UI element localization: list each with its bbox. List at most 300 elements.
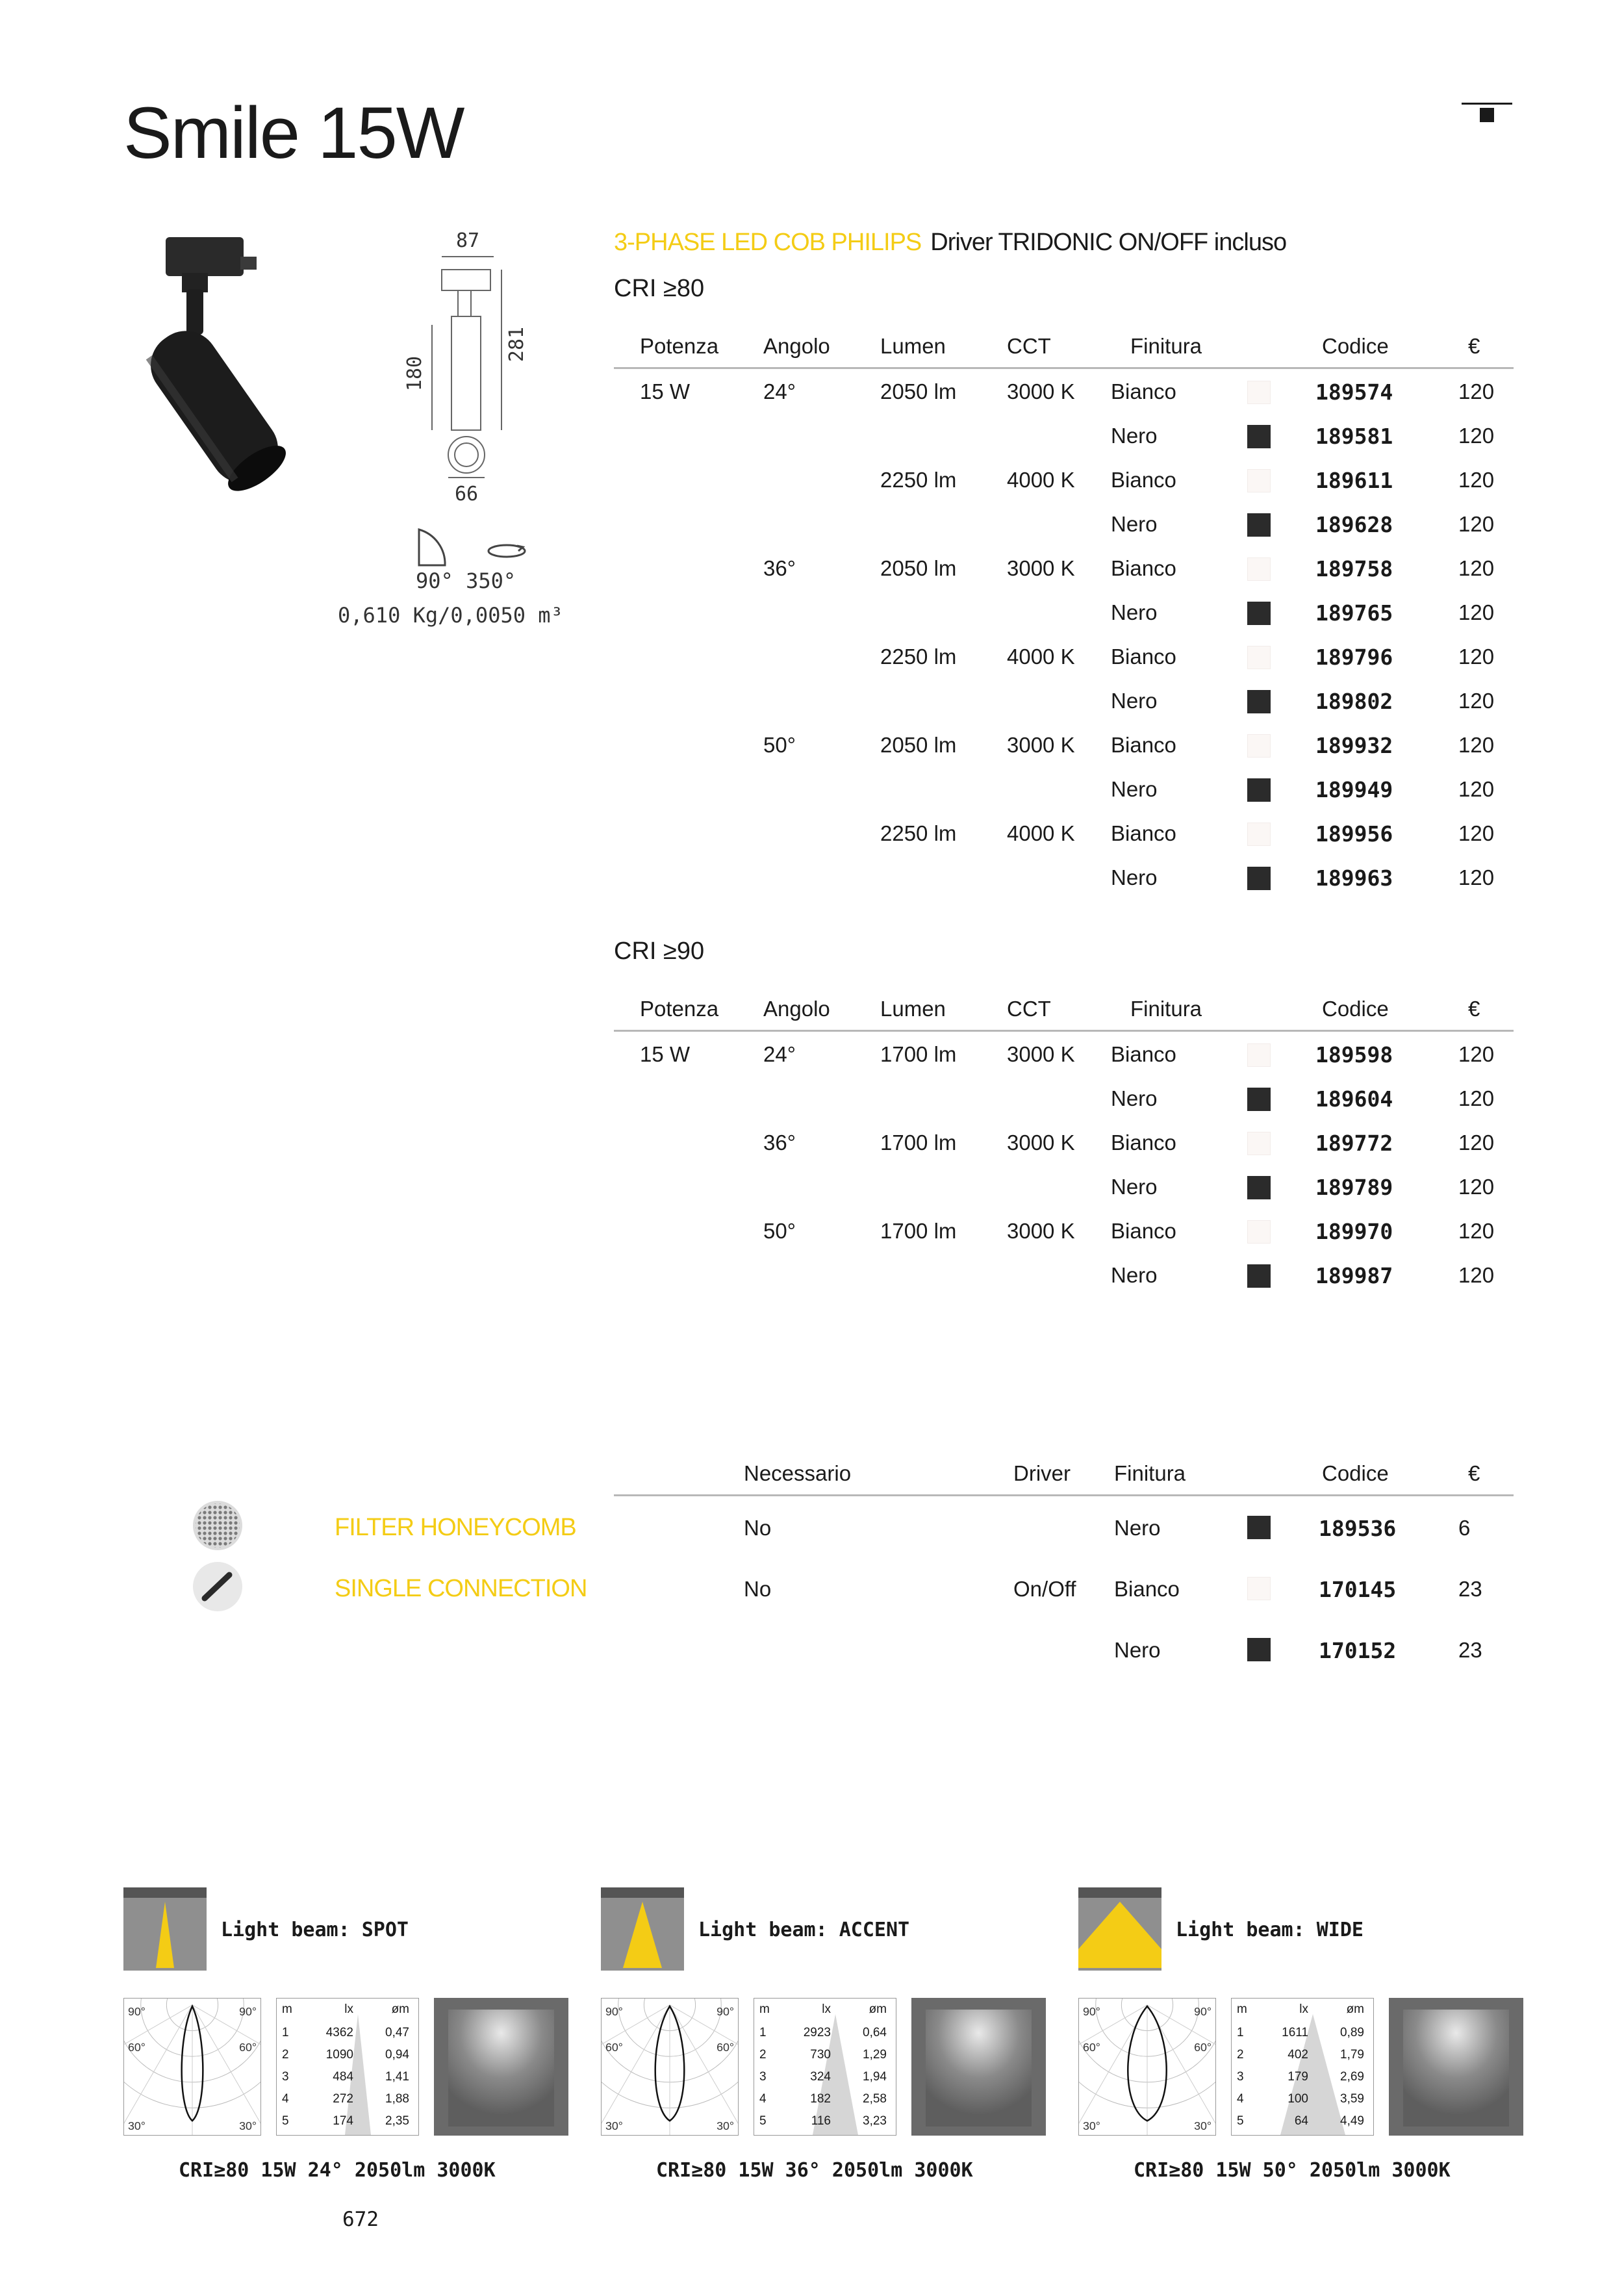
polar-label: 60° — [717, 2041, 735, 2054]
cell-finitura: Bianco — [1111, 556, 1176, 580]
cell-cct: 4000 K — [1007, 468, 1075, 492]
cell-finitura: Bianco — [1111, 1219, 1176, 1243]
cri80-table — [614, 325, 1514, 899]
polar-label: 30° — [605, 2119, 623, 2133]
render-graphic — [1389, 1998, 1523, 2136]
cell-potenza: 15 W — [640, 1042, 691, 1066]
lux-cell: 402 — [1288, 2048, 1308, 2062]
polar-spoke — [670, 2005, 739, 2128]
lux-cell: 1,79 — [1340, 2048, 1364, 2062]
lux-cell: 179 — [1288, 2070, 1308, 2084]
corner-mark-icon — [1462, 103, 1512, 129]
cell-finitura: Bianco — [1111, 1042, 1176, 1066]
cell-eur: 120 — [1458, 1042, 1495, 1066]
lux-cell: 182 — [810, 2092, 831, 2106]
lux-row — [754, 2110, 896, 2132]
cell-codice: 189802 — [1315, 689, 1393, 714]
cell-finitura: Nero — [1111, 424, 1158, 448]
cell-codice: 189628 — [1315, 512, 1393, 537]
cell-eur: 120 — [1458, 424, 1495, 448]
accessories-table — [614, 1452, 1514, 1680]
cell-cct: 3000 K — [1007, 379, 1075, 403]
render-niche — [926, 2010, 1032, 2127]
polar-label: 90° — [605, 2004, 623, 2018]
cell-cct: 3000 K — [1007, 1042, 1075, 1066]
lux-cell: 1,94 — [863, 2070, 887, 2084]
headline-driver: Driver TRIDONIC ON/OFF incluso — [930, 229, 1287, 256]
product-headline — [614, 229, 1286, 257]
render-niche — [1403, 2010, 1509, 2127]
cell-lumen: 2250 lm — [880, 468, 957, 492]
lux-cell: 730 — [810, 2048, 831, 2062]
dim-width: 87 — [455, 229, 480, 252]
table-row — [614, 1253, 1514, 1297]
lux-cell: 116 — [811, 2114, 831, 2128]
cell-eur: 120 — [1458, 379, 1495, 403]
finish-swatch-bianco — [1247, 469, 1271, 492]
cell-finitura: Bianco — [1111, 379, 1176, 403]
lux-cell: 3,23 — [863, 2114, 887, 2128]
accessory-name-single-connection: SINGLE CONNECTION — [335, 1575, 587, 1602]
finish-swatch-nero — [1247, 1638, 1271, 1661]
col-lumen: Lumen — [880, 997, 946, 1021]
cri80-label: CRI ≥80 — [614, 275, 705, 302]
cell-finitura: Nero — [1114, 1638, 1161, 1662]
lux-cell: 1,88 — [385, 2092, 409, 2106]
polar-label: 60° — [1194, 2041, 1212, 2054]
cell-eur: 23 — [1458, 1577, 1482, 1601]
lux-cell: 100 — [1288, 2092, 1308, 2106]
table-row — [614, 1208, 1514, 1253]
cell-codice: 189758 — [1315, 556, 1393, 581]
single-connection-icon — [192, 1561, 244, 1613]
accessories-header — [614, 1452, 1514, 1496]
col-codice: Codice — [1322, 334, 1389, 358]
lux-row — [754, 2044, 896, 2066]
cell-eur: 120 — [1458, 1219, 1495, 1243]
cell-codice: 189574 — [1315, 379, 1393, 405]
cell-eur: 120 — [1458, 689, 1495, 713]
lux-header — [1232, 1999, 1373, 2021]
beam-cone — [156, 1902, 174, 1968]
cell-driver: On/Off — [1013, 1577, 1076, 1601]
polar-label: 90° — [239, 2004, 257, 2018]
finish-swatch-nero — [1247, 778, 1271, 802]
col-eur: € — [1468, 334, 1480, 358]
polar-label: 90° — [717, 2004, 735, 2018]
accessory-name-honeycomb: FILTER HONEYCOMB — [335, 1514, 576, 1541]
cell-angolo: 36° — [763, 556, 796, 580]
beam-caption: CRI≥80 15W 50° 2050lm 3000K — [1134, 2159, 1451, 2182]
lux-row — [1232, 2110, 1373, 2132]
table-row — [614, 678, 1514, 722]
beam-title: Light beam: ACCENT — [698, 1919, 910, 1941]
cell-cct: 3000 K — [1007, 1131, 1075, 1155]
table-row — [614, 855, 1514, 899]
lux-cell: 1 — [1237, 2026, 1244, 2039]
polar-label: 30° — [1194, 2119, 1212, 2133]
lux-header — [277, 1999, 418, 2021]
lux-header-cell: m — [282, 2002, 292, 2016]
cell-codice: 189932 — [1315, 733, 1393, 758]
finish-swatch-bianco — [1247, 1220, 1271, 1244]
lux-table — [276, 1998, 419, 2136]
cell-angolo: 24° — [763, 379, 796, 403]
light-render-image — [1389, 1998, 1523, 2136]
col-codice: Codice — [1322, 997, 1389, 1021]
polar-label: 60° — [605, 2041, 623, 2054]
cell-codice: 189956 — [1315, 821, 1393, 847]
cell-eur: 120 — [1458, 512, 1495, 536]
beam-block-accent — [601, 1887, 1046, 2206]
render-graphic — [434, 1998, 568, 2136]
cell-codice: 170145 — [1319, 1577, 1397, 1602]
lux-cell: 272 — [333, 2092, 353, 2106]
cell-finitura: Bianco — [1111, 468, 1176, 492]
lux-row — [1232, 2022, 1373, 2044]
col-cct: CCT — [1007, 997, 1051, 1021]
cell-eur: 6 — [1458, 1516, 1471, 1540]
finish-swatch-bianco — [1247, 1577, 1271, 1600]
table-row — [614, 502, 1514, 546]
cell-eur: 120 — [1458, 1263, 1495, 1287]
cell-codice: 189987 — [1315, 1263, 1393, 1288]
polar-label: 90° — [1082, 2004, 1100, 2018]
cell-codice: 189963 — [1315, 865, 1393, 891]
cell-finitura: Nero — [1111, 777, 1158, 801]
weight-volume: 0,610 Kg/0,0050 m³ — [338, 603, 563, 628]
cell-lumen: 2050 lm — [880, 556, 957, 580]
cell-lumen: 2250 lm — [880, 821, 957, 845]
lux-cell: 5 — [282, 2114, 289, 2128]
lux-row — [754, 2022, 896, 2044]
cell-codice: 189581 — [1315, 424, 1393, 449]
lux-cell: 1,41 — [385, 2070, 409, 2084]
polar-label: 60° — [239, 2041, 257, 2054]
tilt-rotate-values: 90° 350° — [416, 568, 516, 593]
finish-swatch-nero — [1247, 1176, 1271, 1199]
finish-swatch-nero — [1247, 513, 1271, 537]
cell-cct: 3000 K — [1007, 1219, 1075, 1243]
finish-swatch-nero — [1247, 1516, 1271, 1539]
cell-lumen: 1700 lm — [880, 1131, 957, 1155]
lux-cell: 4 — [1237, 2092, 1244, 2106]
beam-cone-icon — [601, 1887, 684, 1971]
cell-finitura: Nero — [1111, 1263, 1158, 1287]
cell-codice: 189789 — [1315, 1175, 1393, 1200]
col-lumen: Lumen — [880, 334, 946, 358]
lux-header-cell: lx — [822, 2002, 831, 2016]
lux-row — [277, 2088, 418, 2110]
lux-header-cell: øm — [1346, 2002, 1364, 2016]
cell-codice: 189611 — [1315, 468, 1393, 493]
cell-eur: 120 — [1458, 468, 1495, 492]
cell-cct: 3000 K — [1007, 733, 1075, 757]
accessory-row — [614, 1557, 1514, 1618]
lux-cell: 4 — [282, 2092, 289, 2106]
col-necessario: Necessario — [744, 1461, 852, 1485]
lux-row — [277, 2110, 418, 2132]
cell-eur: 120 — [1458, 1086, 1495, 1110]
cell-finitura: Bianco — [1111, 645, 1176, 669]
cell-codice: 189772 — [1315, 1131, 1393, 1156]
lux-cell: 4,49 — [1340, 2114, 1364, 2128]
cell-angolo: 50° — [763, 733, 796, 757]
cell-lumen: 2050 lm — [880, 733, 957, 757]
cell-cct: 4000 K — [1007, 645, 1075, 669]
cell-finitura: Nero — [1111, 865, 1158, 889]
light-render-image — [911, 1998, 1046, 2136]
finish-swatch-nero — [1247, 602, 1271, 625]
beam-wide-icon — [1078, 1887, 1161, 1971]
lux-cell: 4362 — [325, 2026, 353, 2039]
table-row — [614, 590, 1514, 634]
lux-cell: 5 — [759, 2114, 767, 2128]
col-finitura: Finitura — [1114, 1461, 1186, 1485]
lux-header-cell: lx — [1299, 2002, 1308, 2016]
dim-height-body: 180 — [403, 355, 426, 392]
table-row — [614, 1164, 1514, 1208]
page-title: Smile 15W — [123, 92, 464, 173]
cell-codice: 170152 — [1319, 1638, 1397, 1663]
beam-cone — [623, 1902, 662, 1968]
cell-cct: 4000 K — [1007, 821, 1075, 845]
lux-cell: 484 — [333, 2070, 353, 2084]
polar-label: 30° — [1082, 2119, 1100, 2133]
table-header — [614, 325, 1514, 369]
cell-finitura: Nero — [1111, 512, 1158, 536]
lux-row — [1232, 2066, 1373, 2088]
polar-label: 30° — [239, 2119, 257, 2133]
lux-cell: 2 — [1237, 2048, 1244, 2062]
lux-row — [277, 2044, 418, 2066]
polar-diagram — [601, 1998, 739, 2136]
page-number: 672 — [342, 2208, 379, 2231]
finish-swatch-bianco — [1247, 381, 1271, 404]
cell-cct: 3000 K — [1007, 556, 1075, 580]
cell-eur: 120 — [1458, 600, 1495, 624]
lux-cell: 0,94 — [385, 2048, 409, 2062]
lux-row — [754, 2088, 896, 2110]
lux-row — [1232, 2044, 1373, 2066]
beam-title: Light beam: WIDE — [1176, 1919, 1364, 1941]
col-finitura: Finitura — [1130, 334, 1202, 358]
finish-swatch-nero — [1247, 867, 1271, 890]
lux-table — [754, 1998, 896, 2136]
beam-cone-icon — [123, 1887, 207, 1971]
polar-label: 30° — [127, 2119, 146, 2133]
lux-row — [277, 2066, 418, 2088]
beam-caption: CRI≥80 15W 36° 2050lm 3000K — [656, 2159, 973, 2182]
polar-diagram — [123, 1998, 261, 2136]
table-row — [614, 634, 1514, 678]
cell-codice: 189796 — [1315, 645, 1393, 670]
render-niche — [448, 2010, 554, 2127]
render-graphic — [911, 1998, 1046, 2136]
lux-row — [277, 2022, 418, 2044]
table-row — [614, 767, 1514, 811]
lux-cell: 1090 — [325, 2048, 353, 2062]
polar-label: 60° — [1082, 2041, 1100, 2054]
cell-finitura: Bianco — [1111, 1131, 1176, 1155]
finish-swatch-nero — [1247, 1264, 1271, 1288]
cell-potenza: 15 W — [640, 379, 691, 403]
lux-cell: 3 — [1237, 2070, 1244, 2084]
cri90-table — [614, 988, 1514, 1297]
cell-lumen: 1700 lm — [880, 1042, 957, 1066]
cell-codice: 189604 — [1315, 1086, 1393, 1112]
cell-codice: 189949 — [1315, 777, 1393, 802]
lux-cell: 2923 — [803, 2026, 831, 2039]
cell-codice: 189970 — [1315, 1219, 1393, 1244]
cell-finitura: Bianco — [1114, 1577, 1180, 1601]
lux-header-cell: m — [759, 2002, 770, 2016]
cell-eur: 120 — [1458, 1131, 1495, 1155]
cell-finitura: Nero — [1114, 1516, 1161, 1540]
col-potenza: Potenza — [640, 997, 719, 1021]
beam-block-spot — [123, 1887, 568, 2206]
product-image — [114, 231, 315, 504]
dim-height-total: 281 — [505, 326, 528, 363]
cell-necessario: No — [744, 1577, 772, 1601]
lux-header-cell: lx — [344, 2002, 353, 2016]
col-potenza: Potenza — [640, 334, 719, 358]
lux-cell: 0,64 — [863, 2026, 887, 2039]
lux-cell: 2 — [282, 2048, 289, 2062]
lux-cell: 0,47 — [385, 2026, 409, 2039]
polar-spoke — [601, 2005, 670, 2128]
beam-cone — [1078, 1902, 1161, 1968]
finish-swatch-bianco — [1247, 1043, 1271, 1067]
cell-eur: 120 — [1458, 556, 1495, 580]
col-angolo: Angolo — [763, 334, 830, 358]
cri90-label: CRI ≥90 — [614, 938, 705, 965]
lux-cell: 1 — [759, 2026, 767, 2039]
col-driver: Driver — [1013, 1461, 1071, 1485]
dimension-drawing — [351, 227, 598, 533]
finish-swatch-bianco — [1247, 557, 1271, 581]
lux-cell: 2,58 — [863, 2092, 887, 2106]
finish-swatch-bianco — [1247, 734, 1271, 758]
beam-title: Light beam: SPOT — [221, 1919, 409, 1941]
cell-finitura: Nero — [1111, 600, 1158, 624]
lux-cell: 3 — [282, 2070, 289, 2084]
table-row — [614, 1032, 1514, 1076]
accessory-row — [614, 1618, 1514, 1680]
cell-eur: 120 — [1458, 1175, 1495, 1199]
cell-codice: 189536 — [1319, 1516, 1397, 1541]
lux-cell: 3 — [759, 2070, 767, 2084]
col-codice: Codice — [1322, 1461, 1389, 1485]
finish-swatch-bianco — [1247, 823, 1271, 846]
lux-cell: 3,59 — [1340, 2092, 1364, 2106]
polar-label: 60° — [127, 2041, 146, 2054]
cell-eur: 120 — [1458, 733, 1495, 757]
cell-eur: 23 — [1458, 1638, 1482, 1662]
cell-angolo: 36° — [763, 1131, 796, 1155]
headline-led: 3-PHASE LED COB PHILIPS — [614, 229, 922, 256]
polar-label: 90° — [127, 2004, 146, 2018]
lux-cell: 174 — [333, 2114, 353, 2128]
beam-spot-icon — [123, 1887, 207, 1971]
cell-codice: 189598 — [1315, 1042, 1393, 1067]
finish-swatch-nero — [1247, 425, 1271, 448]
col-eur: € — [1468, 997, 1480, 1021]
cell-lumen: 2250 lm — [880, 645, 957, 669]
table-row — [614, 1076, 1514, 1120]
lux-row — [754, 2066, 896, 2088]
beam-caption: CRI≥80 15W 24° 2050lm 3000K — [179, 2159, 496, 2182]
lux-header — [754, 1999, 896, 2021]
col-eur: € — [1468, 1461, 1480, 1485]
table-row — [614, 811, 1514, 855]
table-header — [614, 988, 1514, 1032]
tilt-rotate-icon — [416, 526, 533, 572]
dim-diameter: 66 — [454, 483, 479, 505]
col-finitura: Finitura — [1130, 997, 1202, 1021]
cell-eur: 120 — [1458, 865, 1495, 889]
lux-cell: 0,89 — [1340, 2026, 1364, 2039]
lux-cell: 2 — [759, 2048, 767, 2062]
lux-table — [1231, 1998, 1374, 2136]
polar-grid — [601, 1998, 739, 2136]
table-row — [614, 546, 1514, 590]
cell-eur: 120 — [1458, 777, 1495, 801]
cell-codice: 189765 — [1315, 600, 1393, 626]
table-row — [614, 1120, 1514, 1164]
lux-cell: 2,69 — [1340, 2070, 1364, 2084]
polar-diagram — [1078, 1998, 1216, 2136]
cell-angolo: 24° — [763, 1042, 796, 1066]
cell-eur: 120 — [1458, 645, 1495, 669]
light-render-image — [434, 1998, 568, 2136]
table-row — [614, 722, 1514, 767]
polar-label: 90° — [1194, 2004, 1212, 2018]
finish-swatch-bianco — [1247, 1132, 1271, 1155]
finish-swatch-nero — [1247, 690, 1271, 713]
col-cct: CCT — [1007, 334, 1051, 358]
table-row — [614, 369, 1514, 413]
beam-accent-icon — [601, 1887, 684, 1971]
lux-header-cell: øm — [869, 2002, 887, 2016]
beam-block-wide — [1078, 1887, 1523, 2206]
cell-finitura: Nero — [1111, 1086, 1158, 1110]
cell-finitura: Bianco — [1111, 733, 1176, 757]
cell-angolo: 50° — [763, 1219, 796, 1243]
lux-cell: 4 — [759, 2092, 767, 2106]
lux-header-cell: m — [1237, 2002, 1247, 2016]
lux-cell: 1,29 — [863, 2048, 887, 2062]
accessory-row — [614, 1496, 1514, 1557]
table-row — [614, 457, 1514, 502]
polar-label: 30° — [717, 2119, 735, 2133]
cell-finitura: Nero — [1111, 689, 1158, 713]
lux-cell: 1 — [282, 2026, 289, 2039]
table-row — [614, 413, 1514, 457]
lux-cell: 1611 — [1282, 2026, 1308, 2039]
lux-cell: 64 — [1294, 2114, 1308, 2128]
lux-cell: 5 — [1237, 2114, 1244, 2128]
cell-lumen: 2050 lm — [880, 379, 957, 403]
col-angolo: Angolo — [763, 997, 830, 1021]
lux-cell: 324 — [810, 2070, 831, 2084]
cell-finitura: Bianco — [1111, 821, 1176, 845]
cell-eur: 120 — [1458, 821, 1495, 845]
lux-header-cell: øm — [391, 2002, 409, 2016]
beam-cone-icon — [1078, 1887, 1161, 1971]
honeycomb-filter-icon — [192, 1500, 244, 1552]
lux-row — [1232, 2088, 1373, 2110]
